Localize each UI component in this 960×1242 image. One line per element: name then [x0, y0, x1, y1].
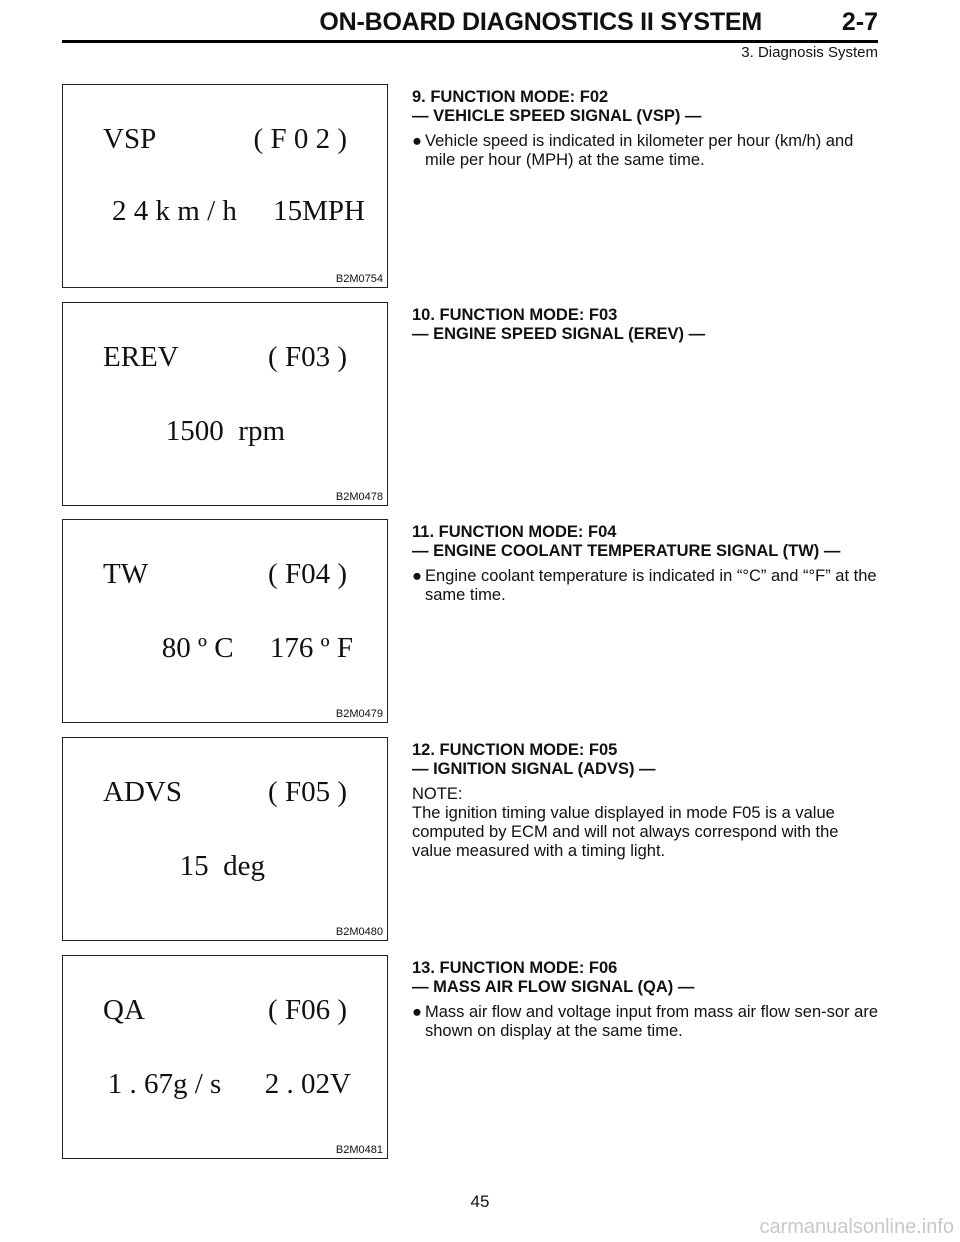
section-title: 11. FUNCTION MODE: F04: [412, 523, 617, 541]
note-text: The ignition timing value displayed in mode F05 is a value computed by ECM and will not always correspond with the value measured with a timing light.: [412, 804, 839, 860]
display-label: EREV: [103, 341, 179, 373]
watermark: carmanualsonline.info: [759, 1216, 954, 1238]
figure-code: B2M0480: [335, 926, 383, 938]
section-title: 9. FUNCTION MODE: F02: [412, 88, 609, 106]
figure-code: B2M0478: [335, 491, 383, 503]
display-figure-tw: [62, 519, 388, 723]
bullet-icon: ●: [412, 1003, 422, 1021]
chapter-title: ON-BOARD DIAGNOSTICS II SYSTEM: [319, 8, 762, 36]
bullet-icon: ●: [412, 132, 422, 150]
display-label: QA: [103, 994, 145, 1026]
display-figure-advs: [62, 737, 388, 941]
bullet-item: [412, 1003, 882, 1041]
bullet-icon: ●: [412, 567, 422, 585]
display-value: 15 deg: [179, 850, 265, 882]
note-label: NOTE:: [412, 785, 463, 803]
section-subtitle: — ENGINE SPEED SIGNAL (EREV) —: [412, 325, 706, 343]
bullet-text: Vehicle speed is indicated in kilometer per hour (km/h) and mile per hour (MPH) at the same time.: [425, 132, 854, 169]
header-rule: [62, 40, 878, 43]
section-f05: [412, 741, 882, 861]
display-mode: ( F03 ): [268, 341, 347, 373]
section-subtitle: — IGNITION SIGNAL (ADVS) —: [412, 760, 656, 778]
display-label: VSP: [103, 123, 157, 155]
display-figure-erev: [62, 302, 388, 506]
bullet-item: [412, 132, 882, 170]
section-f02: [412, 88, 882, 170]
display-mode: ( F05 ): [268, 776, 347, 808]
display-label: TW: [103, 558, 149, 590]
display-mode: ( F 0 2 ): [253, 123, 347, 155]
display-value: 2 4 k m / h 15MPH: [112, 195, 365, 227]
display-value: 1500 rpm: [165, 415, 285, 447]
section-title: 12. FUNCTION MODE: F05: [412, 741, 618, 759]
display-value: 1 . 67g / s 2 . 02V: [107, 1068, 351, 1100]
figure-code: B2M0481: [335, 1144, 383, 1156]
display-figure-vsp: [62, 84, 388, 288]
section-f06: [412, 959, 882, 1041]
display-mode: ( F06 ): [268, 994, 347, 1026]
section-subtitle: 3. Diagnosis System: [741, 44, 878, 61]
section-subtitle: — VEHICLE SPEED SIGNAL (VSP) —: [412, 107, 702, 125]
display-mode: ( F04 ): [268, 558, 347, 590]
chapter-number: 2-7: [841, 8, 878, 36]
display-label: ADVS: [103, 776, 182, 808]
page-header: [62, 8, 878, 61]
section-subtitle: — MASS AIR FLOW SIGNAL (QA) —: [412, 978, 695, 996]
section-f03: [412, 306, 882, 344]
display-figure-qa: [62, 955, 388, 1159]
section-title: 10. FUNCTION MODE: F03: [412, 306, 618, 324]
figure-code: B2M0479: [335, 708, 383, 720]
section-f04: [412, 523, 882, 605]
bullet-item: [412, 567, 882, 605]
page-number: 45: [470, 1192, 490, 1211]
section-title: 13. FUNCTION MODE: F06: [412, 959, 618, 977]
section-subtitle: — ENGINE COOLANT TEMPERATURE SIGNAL (TW) —: [412, 542, 841, 560]
display-value: 80 º C 176 º F: [161, 632, 353, 664]
figure-code: B2M0754: [335, 273, 383, 285]
bullet-text: Engine coolant temperature is indicated in “°C” and “°F” at the same time.: [425, 567, 877, 604]
bullet-text: Mass air flow and voltage input from mass air flow sen-sor are shown on display at the same time.: [425, 1003, 879, 1040]
